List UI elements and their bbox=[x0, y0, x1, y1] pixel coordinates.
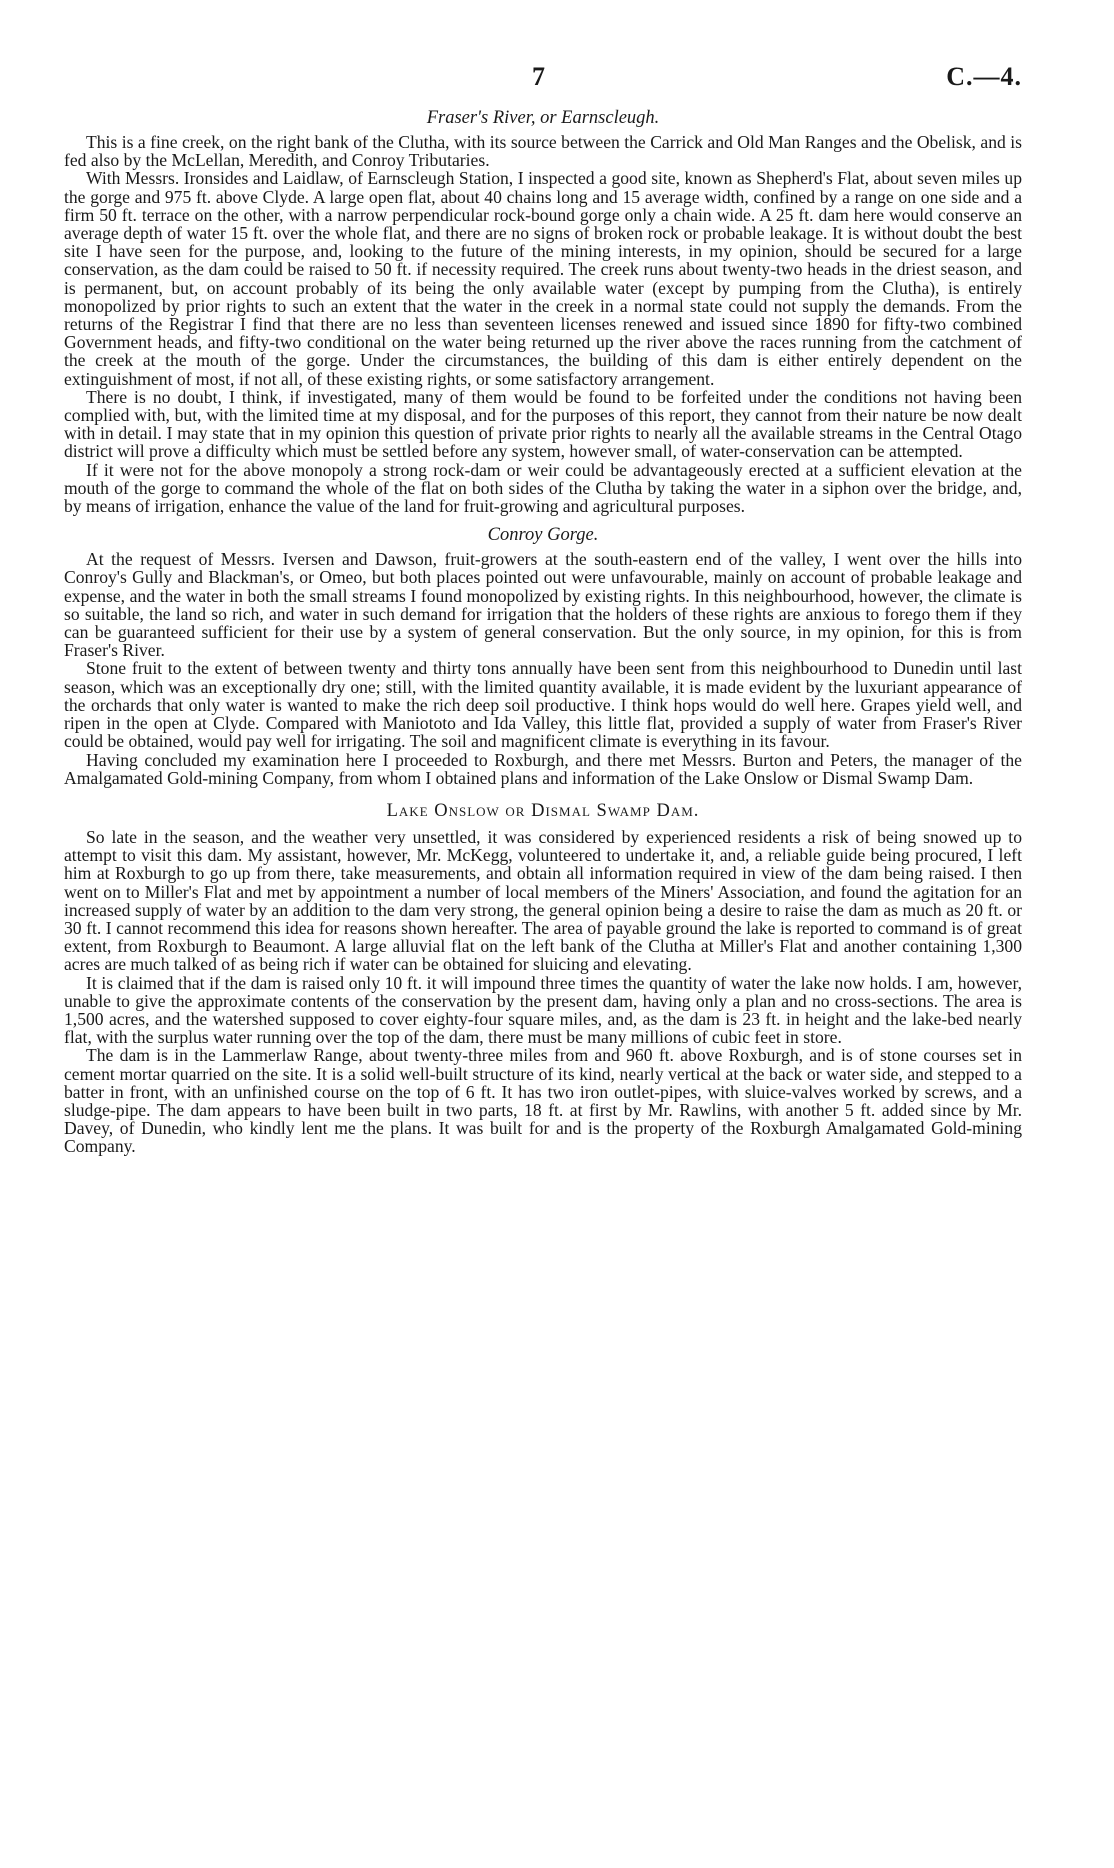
paragraph: With Messrs. Ironsides and Laidlaw, of Earnscleugh Station, I inspected a good site, known as Shepherd's Flat, about seven miles up the gorge and 975 ft. above Clyde. A large open flat, about 40 chains long and 15 average width, confined by a range on one side and a firm 50 ft. terrace on the other, with a narrow perpendicular rock-bound gorge only a chain wide. A 25 ft. dam here would conserve an average depth of water 15 ft. over the whole flat, and there are no signs of broken rock or probable leakage. It is without doubt the best site I have seen for the purpose, and, looking to the future of the mining interests, in my opinion, should be secured for a large conservation, as the dam could be raised to 50 ft. if necessity required. The creek runs about twenty-two heads in the driest season, and is permanent, but, on account probably of its being the only available water (except by pumping from the Clutha), is entirely monopolized by prior rights to such an extent that the water in the creek in a normal state could not supply the demands. From the returns of the Registrar I find that there are no less than seventeen licenses renewed and issued since 1890 for fifty-two combined Government heads, and fifty-two conditional on the water being returned up the river above the races running from the catchment of the creek at the mouth of the gorge. Under the circumstances, the building of this dam is either entirely dependent on the extinguishment of most, if not all, of these existing rights, or some satisfactory arrangement. bbox=[64, 168, 1022, 389]
paragraph: So late in the season, and the weather very unsettled, it was considered by experienced residents a risk of being snowed up to attempt to visit this dam. My assistant, however, Mr. McKegg, volunteered to undertake it, and, a reliable guide being procured, I left him at Roxburgh to go up from there, take measurements, and obtain all information required in view of the dam being raised. I then went on to Miller's Flat and met by appointment a number of local members of the Miners' Association, and found the agitation for an increased supply of water by an addition to the dam very strong, the general opinion being a desire to raise the dam as much as 20 ft. or 30 ft. I cannot recommend this idea for reasons shown hereafter. The area of payable ground the lake is reported to command is of great extent, from Roxburgh to Beaumont. A large alluvial flat on the left bank of the Clutha at Miller's Flat and another containing 1,300 acres are much talked of as being rich if water can be obtained for sluicing and elevating. bbox=[64, 826, 1022, 975]
paragraph: At the request of Messrs. Iversen and Dawson, fruit-growers at the south-eastern end of the valley, I went over the hills into Conroy's Gully and Blackman's, or Omeo, but both places pointed out were unfavourable, mainly on account of probable leakage and expense, and the water in both the small streams I found monopolized by existing rights. In this neighbourhood, however, the climate is so suitable, the land so rich, and water in such demand for irrigation that the holders of these rights are anxious to forego them if they can be guaranteed sufficient for their use by a system of general conservation. But the only source, in my opinion, for this is from Fraser's River. bbox=[64, 549, 1022, 661]
page-header bbox=[64, 52, 1022, 98]
paragraph: It is claimed that if the dam is raised only 10 ft. it will impound three times the quantity of water the lake now holds. I am, however, unable to give the approximate contents of the conservation by the present dam, having only a plan and no cross-sections. The area is 1,500 acres, and the watershed supposed to cover eighty-four square miles, and, as the dam is 23 ft. in height and the lake-bed nearly flat, with the surplus water running over the top of the dam, there must be many millions of cubic feet in store. bbox=[64, 972, 1022, 1048]
paragraph: If it were not for the above monopoly a strong rock-dam or weir could be advantageously erected at a sufficient elevation at the mouth of the gorge to command the whole of the flat on both sides of the Clutha by taking the water in a siphon over the bridge, and, by means of irrigation, enhance the value of the land for fruit-growing and agricultural purposes. bbox=[64, 459, 1022, 517]
section-title-lake-onslow: Lake Onslow or Dismal Swamp Dam. bbox=[386, 800, 700, 821]
document-reference: C.—4. bbox=[946, 62, 1022, 91]
paragraph: There is no doubt, I think, if investigated, many of them would be found to be forfeited under the conditions not having been complied with, but, with the limited time at my disposal, and for the purposes of this report, they cannot from their nature be now dealt with in detail. I may state that in my opinion this question of private prior rights to nearly all the available streams in the Central Otago district will prove a difficulty which must be settled before any system, however small, of water-conservation can be attempted. bbox=[64, 386, 1022, 462]
section-title-frasers-river: Fraser's River, or Earnscleugh. bbox=[426, 108, 660, 128]
page-number: 7 bbox=[532, 62, 545, 91]
paragraph: Having concluded my examination here I proceeded to Roxburgh, and there met Messrs. Burton and Peters, the manager of the Amalgamated Gold-mining Company, from whom I obtained plans and information of the Lake Onslow or Dismal Swamp Dam. bbox=[64, 749, 1022, 788]
paragraph: The dam is in the Lammerlaw Range, about twenty-three miles from and 960 ft. above Roxburgh, and is of stone courses set in cement mortar quarried on the site. It is a solid well-built structure of its kind, nearly vertical at the back or water side, and stepped to a batter in front, with an unfinished course on the top of 6 ft. It has two iron outlet-pipes, with sluice-valves worked by screws, and a sludge-pipe. The dam appears to have been built in two parts, 18 ft. at first by Mr. Rawlins, with another 5 ft. added since by Mr. Davey, of Dunedin, who kindly lent me the plans. It was built for and is the property of the Roxburgh Amalgamated Gold-mining Company. bbox=[64, 1045, 1022, 1157]
paragraph: This is a fine creek, on the right bank of the Clutha, with its source between the Carrick and Old Man Ranges and the Obelisk, and is fed also by the McLellan, Meredith, and Conroy Tributaries. bbox=[64, 132, 1022, 171]
document-page bbox=[64, 52, 1022, 1156]
paragraph: Stone fruit to the extent of between twenty and thirty tons annually have been sent from this neighbourhood to Dunedin until last season, which was an exceptionally dry one; still, with the limited quantity available, it is made evident by the luxuriant appearance of the orchards that only water is wanted to make the rich deep soil productive. I think hops would do well here. Grapes yield well, and ripen in the open at Clyde. Compared with Maniototo and Ida Valley, this little flat, provided a supply of water from Fraser's River could be obtained, would pay well for irrigating. The soil and magnificent climate is everything in its favour. bbox=[64, 658, 1022, 752]
section-title-conroy-gorge: Conroy Gorge. bbox=[487, 525, 599, 546]
